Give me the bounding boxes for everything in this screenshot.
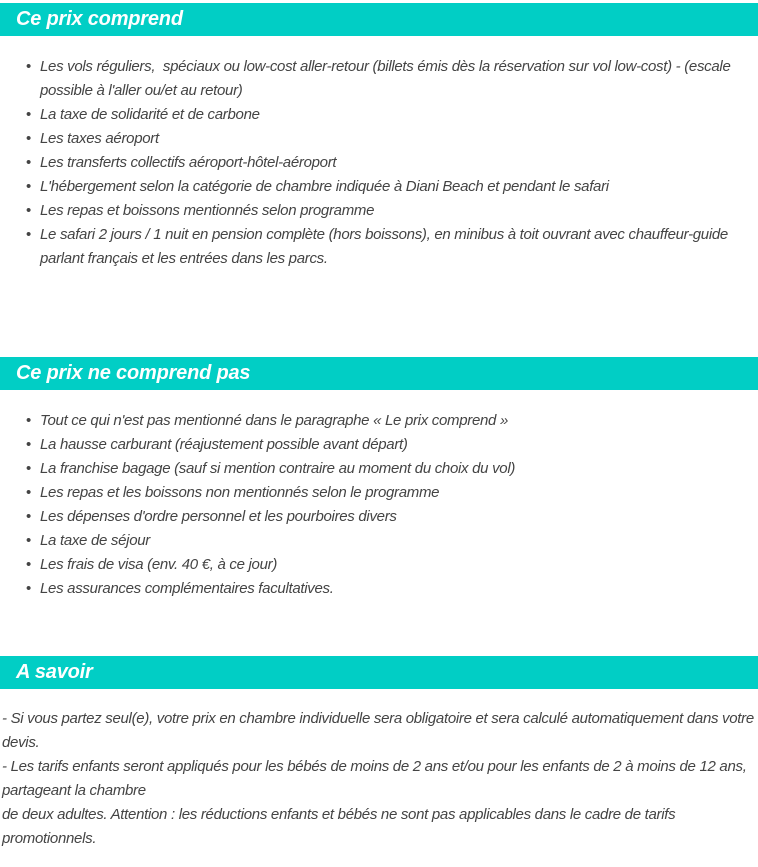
list-item: • L'hébergement selon la catégorie de chambre indiquée à Diani Beach et pendant le safari [40, 175, 736, 199]
not-included-list [0, 409, 758, 601]
note-paragraph: - Les tarifs enfants seront appliqués pour les bébés de moins de 2 ans et/ou pour les enfants de 2 à moins de 12 ans, partageant la chambre [2, 758, 751, 799]
list-item: • Les vols réguliers, spéciaux ou low-cost aller-retour (billets émis dès la réservation sur vol low-cost) - (escale possible à l'aller ou/et au retour) [40, 55, 736, 103]
list-item: • La taxe de solidarité et de carbone [40, 103, 736, 127]
list-item: • Les assurances complémentaires facultatives. [40, 577, 736, 601]
good-to-know-text [0, 707, 758, 851]
section-title-good-to-know: A savoir [16, 661, 93, 683]
section-good-to-know [0, 656, 758, 851]
list-item: • Les repas et boissons mentionnés selon programme [40, 199, 736, 223]
list-item: • Le safari 2 jours / 1 nuit en pension complète (hors boissons), en minibus à toit ouvrant avec chauffeur-guide parlant français et les entrées dans les parcs. [40, 223, 736, 271]
note-paragraph: - Si vous partez seul(e), votre prix en chambre individuelle sera obligatoire et sera calculé automatiquement dans votre devis. [2, 710, 758, 751]
section-price-included [0, 3, 758, 271]
section-header-good-to-know [0, 656, 758, 689]
section-header-included [0, 3, 758, 36]
section-header-not-included [0, 357, 758, 390]
included-list [0, 55, 758, 271]
list-item: • Les frais de visa (env. 40 €, à ce jour) [40, 553, 736, 577]
list-item: • Les taxes aéroport [40, 127, 736, 151]
list-item: • Tout ce qui n'est pas mentionné dans le paragraphe « Le prix comprend » [40, 409, 736, 433]
section-price-not-included [0, 357, 758, 601]
list-item: • Les transferts collectifs aéroport-hôtel-aéroport [40, 151, 736, 175]
list-item: • La hausse carburant (réajustement possible avant départ) [40, 433, 736, 457]
list-item: • La taxe de séjour [40, 529, 736, 553]
note-paragraph: de deux adultes. Attention : les réductions enfants et bébés ne sont pas applicables dans le cadre de tarifs promotionnels. [2, 806, 680, 847]
list-item: • Les dépenses d'ordre personnel et les pourboires divers [40, 505, 736, 529]
section-title-not-included: Ce prix ne comprend pas [16, 362, 251, 384]
list-item: • La franchise bagage (sauf si mention contraire au moment du choix du vol) [40, 457, 736, 481]
list-item: • Les repas et les boissons non mentionnés selon le programme [40, 481, 736, 505]
section-title-included: Ce prix comprend [16, 8, 183, 30]
